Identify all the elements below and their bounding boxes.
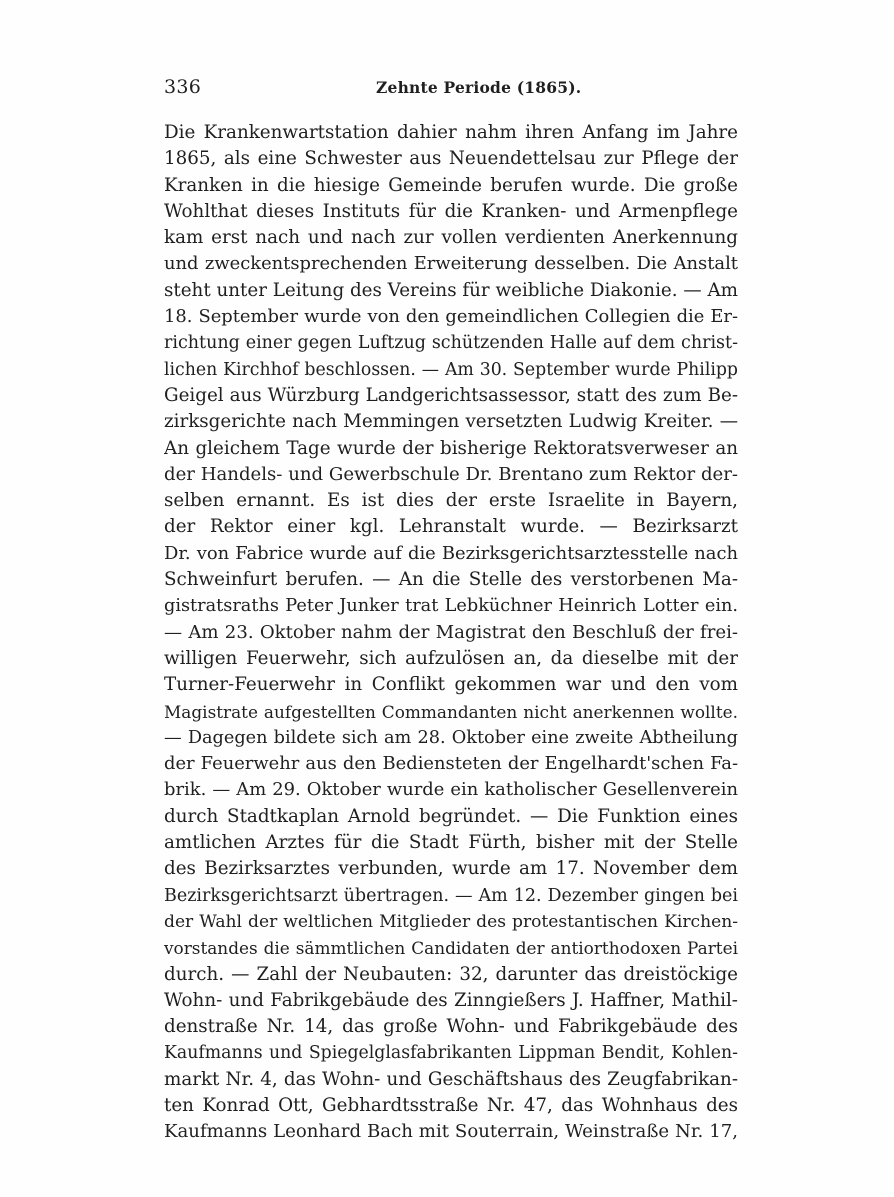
text-line: 18. September wurde von den gemeindlichen Collegien die Er- xyxy=(164,306,738,328)
text-line: durch Stadtkaplan Arnold begründet. — Die Funktion eines xyxy=(164,805,738,827)
text-line: vorstandes die sämmtlichen Candidaten der antiorthodoxen Partei xyxy=(164,938,738,959)
body-text xyxy=(164,120,738,1146)
running-title: Zehnte Periode (1865). xyxy=(376,78,582,97)
text-line: Geigel aus Würzburg Landgerichtsassessor, statt des zum Be- xyxy=(164,384,738,406)
text-line: Schweinfurt berufen. — An die Stelle des verstorbenen Ma- xyxy=(164,569,738,591)
text-line: amtlichen Arztes für die Stadt Fürth, bisher mit der Stelle xyxy=(164,832,738,854)
page-number: 336 xyxy=(164,76,202,98)
text-line: kam erst nach und nach zur vollen verdienten Anerkennung xyxy=(164,227,738,249)
text-line: ten Konrad Ott, Gebhardtsstraße Nr. 47, das Wohnhaus des xyxy=(164,1094,738,1116)
text-line: der Feuerwehr aus den Bediensteten der Engelhardt'schen Fa- xyxy=(164,753,738,775)
text-line: — Am 23. Oktober nahm der Magistrat den Beschluß der frei- xyxy=(164,621,738,643)
text-line: Wohlthat dieses Instituts für die Kranken- und Armenpflege xyxy=(164,200,738,222)
text-line: 1865, als eine Schwester aus Neuendettelsau zur Pflege der xyxy=(164,148,738,170)
text-line: Bezirksgerichtsarzt übertragen. — Am 12. Dezember gingen bei xyxy=(164,885,738,906)
text-line: markt Nr. 4, das Wohn- und Geschäftshaus des Zeugfabrikan- xyxy=(164,1068,738,1090)
text-line: brik. — Am 29. Oktober wurde ein katholischer Gesellenverein xyxy=(164,779,738,801)
text-line: Turner-Feuerwehr in Conflikt gekommen war und den vom xyxy=(164,674,738,696)
text-line: steht unter Leitung des Vereins für weibliche Diakonie. — Am xyxy=(164,279,738,301)
text-line: durch. — Zahl der Neubauten: 32, darunter das dreistöckige xyxy=(164,963,738,985)
text-line: lichen Kirchhof beschlossen. — Am 30. September wurde Philipp xyxy=(164,359,738,380)
text-line: und zweckentsprechenden Erweiterung desselben. Die Anstalt xyxy=(164,253,738,275)
text-line: der Rektor einer kgl. Lehranstalt wurde. — Bezirksarzt xyxy=(164,516,738,538)
text-line: Die Krankenwartstation dahier nahm ihren Anfang im Jahre xyxy=(164,122,738,143)
text-line: gistratsraths Peter Junker trat Lebküchner Heinrich Lotter ein. xyxy=(164,596,738,617)
text-line: Kaufmanns und Spiegelglasfabrikanten Lippman Bendit, Kohlen- xyxy=(164,1043,738,1064)
text-line: denstraße Nr. 14, das große Wohn- und Fabrikgebäude des xyxy=(164,1016,738,1038)
text-line: des Bezirksarztes verbunden, wurde am 17. November dem xyxy=(164,858,738,880)
page-header xyxy=(164,76,738,104)
text-line: willigen Feuerwehr, sich aufzulösen an, da dieselbe mit der xyxy=(164,647,738,669)
text-line: An gleichem Tage wurde der bisherige Rektoratsverweser an xyxy=(164,437,738,459)
text-line: Kranken in die hiesige Gemeinde berufen wurde. Die große xyxy=(164,174,738,196)
text-line: Wohn- und Fabrikgebäude des Zinngießers J. Haffner, Mathil- xyxy=(164,989,738,1011)
text-line: zirksgerichte nach Memmingen versetzten Ludwig Kreiter. — xyxy=(164,411,738,433)
text-line: der Wahl der weltlichen Mitglieder des protestantischen Kirchen- xyxy=(164,911,738,932)
text-line: Kaufmanns Leonhard Bach mit Souterrain, Weinstraße Nr. 17, xyxy=(164,1121,738,1143)
text-line: Dr. von Fabrice wurde auf die Bezirksgerichtsarztesstelle nach xyxy=(164,542,738,564)
text-line: Magistrate aufgestellten Commandanten nicht anerkennen wollte. xyxy=(164,701,738,722)
text-line: selben ernannt. Es ist dies der erste Israelite in Bayern, xyxy=(164,490,738,512)
text-line: der Handels- und Gewerbschule Dr. Brentano zum Rektor der- xyxy=(164,463,738,485)
text-line: — Dagegen bildete sich am 28. Oktober eine zweite Abtheilung xyxy=(164,727,738,748)
text-line: richtung einer gegen Luftzug schützenden Halle auf dem christ- xyxy=(164,333,738,354)
